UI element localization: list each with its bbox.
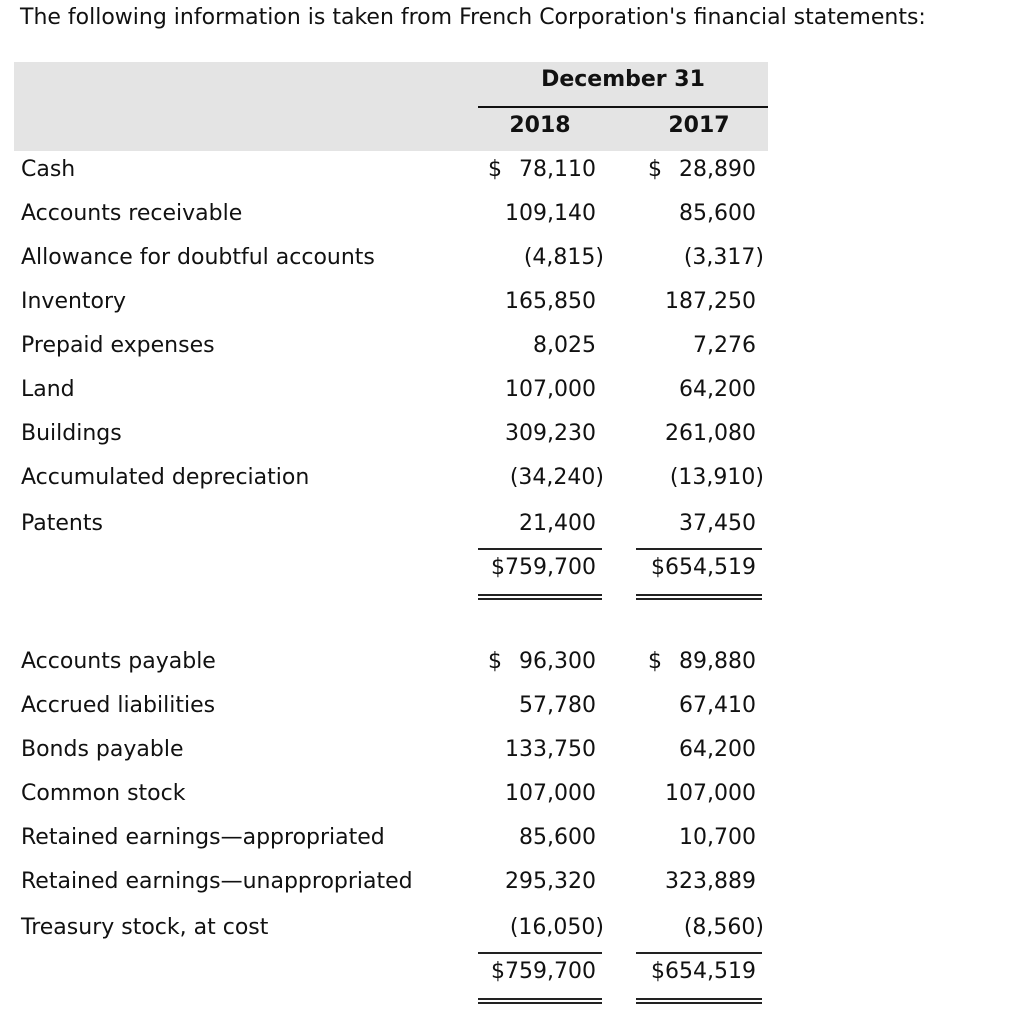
row-label: Accrued liabilities bbox=[21, 693, 216, 718]
table-row-bonds-payable bbox=[0, 737, 1022, 769]
total-2017: $654,519 bbox=[651, 959, 756, 984]
year-2018-header: 2018 bbox=[509, 113, 571, 138]
row-label: Cash bbox=[21, 157, 76, 182]
row-label: Prepaid expenses bbox=[21, 333, 215, 358]
row-label: Inventory bbox=[21, 289, 127, 314]
value-2017: 85,600 bbox=[679, 201, 756, 226]
value-2018: $ 78,110 bbox=[488, 157, 596, 182]
value-2018: 107,000 bbox=[505, 781, 596, 806]
table-row-re-appropriated bbox=[0, 825, 1022, 857]
value-2017: 37,450 bbox=[679, 511, 756, 536]
total-2018: $759,700 bbox=[491, 959, 596, 984]
table-row-buildings bbox=[0, 421, 1022, 453]
subtotal-rule-2018 bbox=[478, 952, 602, 954]
row-label: Retained earnings—unappropriated bbox=[21, 869, 413, 894]
table-row-accounts-payable bbox=[0, 649, 1022, 681]
value-2017: 7,276 bbox=[693, 333, 756, 358]
table-row-accrued-liabilities bbox=[0, 693, 1022, 725]
value-2018: $ 96,300 bbox=[488, 649, 596, 674]
row-label: Treasury stock, at cost bbox=[21, 915, 269, 940]
subtotal-rule-2018 bbox=[478, 548, 602, 550]
table-row-allowance bbox=[0, 245, 1022, 277]
value-2017: 261,080 bbox=[665, 421, 756, 446]
row-label: Patents bbox=[21, 511, 103, 536]
subtotal-rule-2017 bbox=[636, 952, 762, 954]
row-label: Accounts receivable bbox=[21, 201, 243, 226]
value-2017: 187,250 bbox=[665, 289, 756, 314]
table-row-assets-total bbox=[0, 555, 1022, 587]
total-2017: $654,519 bbox=[651, 555, 756, 580]
table-row-prepaid-expenses bbox=[0, 333, 1022, 365]
value-2017: 10,700 bbox=[679, 825, 756, 850]
value-2018: 85,600 bbox=[519, 825, 596, 850]
row-label: Retained earnings—appropriated bbox=[21, 825, 385, 850]
row-label: Accounts payable bbox=[21, 649, 216, 674]
total-double-rule-2017 bbox=[636, 998, 762, 1004]
value-2018: 295,320 bbox=[505, 869, 596, 894]
value-2018: 57,780 bbox=[519, 693, 596, 718]
table-row-accounts-receivable bbox=[0, 201, 1022, 233]
value-2018: 309,230 bbox=[505, 421, 596, 446]
value-2018: 133,750 bbox=[505, 737, 596, 762]
table-row-treasury-stock bbox=[0, 915, 1022, 947]
table-row-accumulated-depreciation bbox=[0, 465, 1022, 497]
total-2018: $759,700 bbox=[491, 555, 596, 580]
row-label: Accumulated depreciation bbox=[21, 465, 310, 490]
value-2018: 107,000 bbox=[505, 377, 596, 402]
row-label: Bonds payable bbox=[21, 737, 184, 762]
value-2017: 67,410 bbox=[679, 693, 756, 718]
value-2018: 165,850 bbox=[505, 289, 596, 314]
row-label: Allowance for doubtful accounts bbox=[21, 245, 375, 270]
total-double-rule-2018 bbox=[478, 594, 602, 600]
year-2017-header: 2017 bbox=[668, 113, 730, 138]
row-label: Land bbox=[21, 377, 75, 402]
value-2018: (4,815) bbox=[523, 245, 604, 270]
subtotal-rule-2017 bbox=[636, 548, 762, 550]
value-2017: (3,317) bbox=[683, 245, 764, 270]
value-2017: 107,000 bbox=[665, 781, 756, 806]
intro-text: The following information is taken from French Corporation's financial statements: bbox=[20, 5, 926, 30]
table-row-patents bbox=[0, 511, 1022, 543]
header-divider bbox=[478, 106, 768, 108]
value-2018: 8,025 bbox=[533, 333, 596, 358]
row-label: Common stock bbox=[21, 781, 186, 806]
value-2017: 64,200 bbox=[679, 377, 756, 402]
table-row-cash bbox=[0, 157, 1022, 189]
value-2017: $ 89,880 bbox=[648, 649, 756, 674]
table-row-common-stock bbox=[0, 781, 1022, 813]
date-column-header: December 31 bbox=[541, 67, 705, 92]
total-double-rule-2018 bbox=[478, 998, 602, 1004]
row-label: Buildings bbox=[21, 421, 122, 446]
value-2018: (34,240) bbox=[509, 465, 604, 490]
value-2017: 64,200 bbox=[679, 737, 756, 762]
value-2018: 109,140 bbox=[505, 201, 596, 226]
value-2018: (16,050) bbox=[509, 915, 604, 940]
table-row-liabilities-total bbox=[0, 959, 1022, 991]
value-2017: 323,889 bbox=[665, 869, 756, 894]
value-2017: (8,560) bbox=[683, 915, 764, 940]
table-row-land bbox=[0, 377, 1022, 409]
value-2018: 21,400 bbox=[519, 511, 596, 536]
value-2017: (13,910) bbox=[669, 465, 764, 490]
table-row-inventory bbox=[0, 289, 1022, 321]
value-2017: $ 28,890 bbox=[648, 157, 756, 182]
table-row-re-unappropriated bbox=[0, 869, 1022, 901]
total-double-rule-2017 bbox=[636, 594, 762, 600]
